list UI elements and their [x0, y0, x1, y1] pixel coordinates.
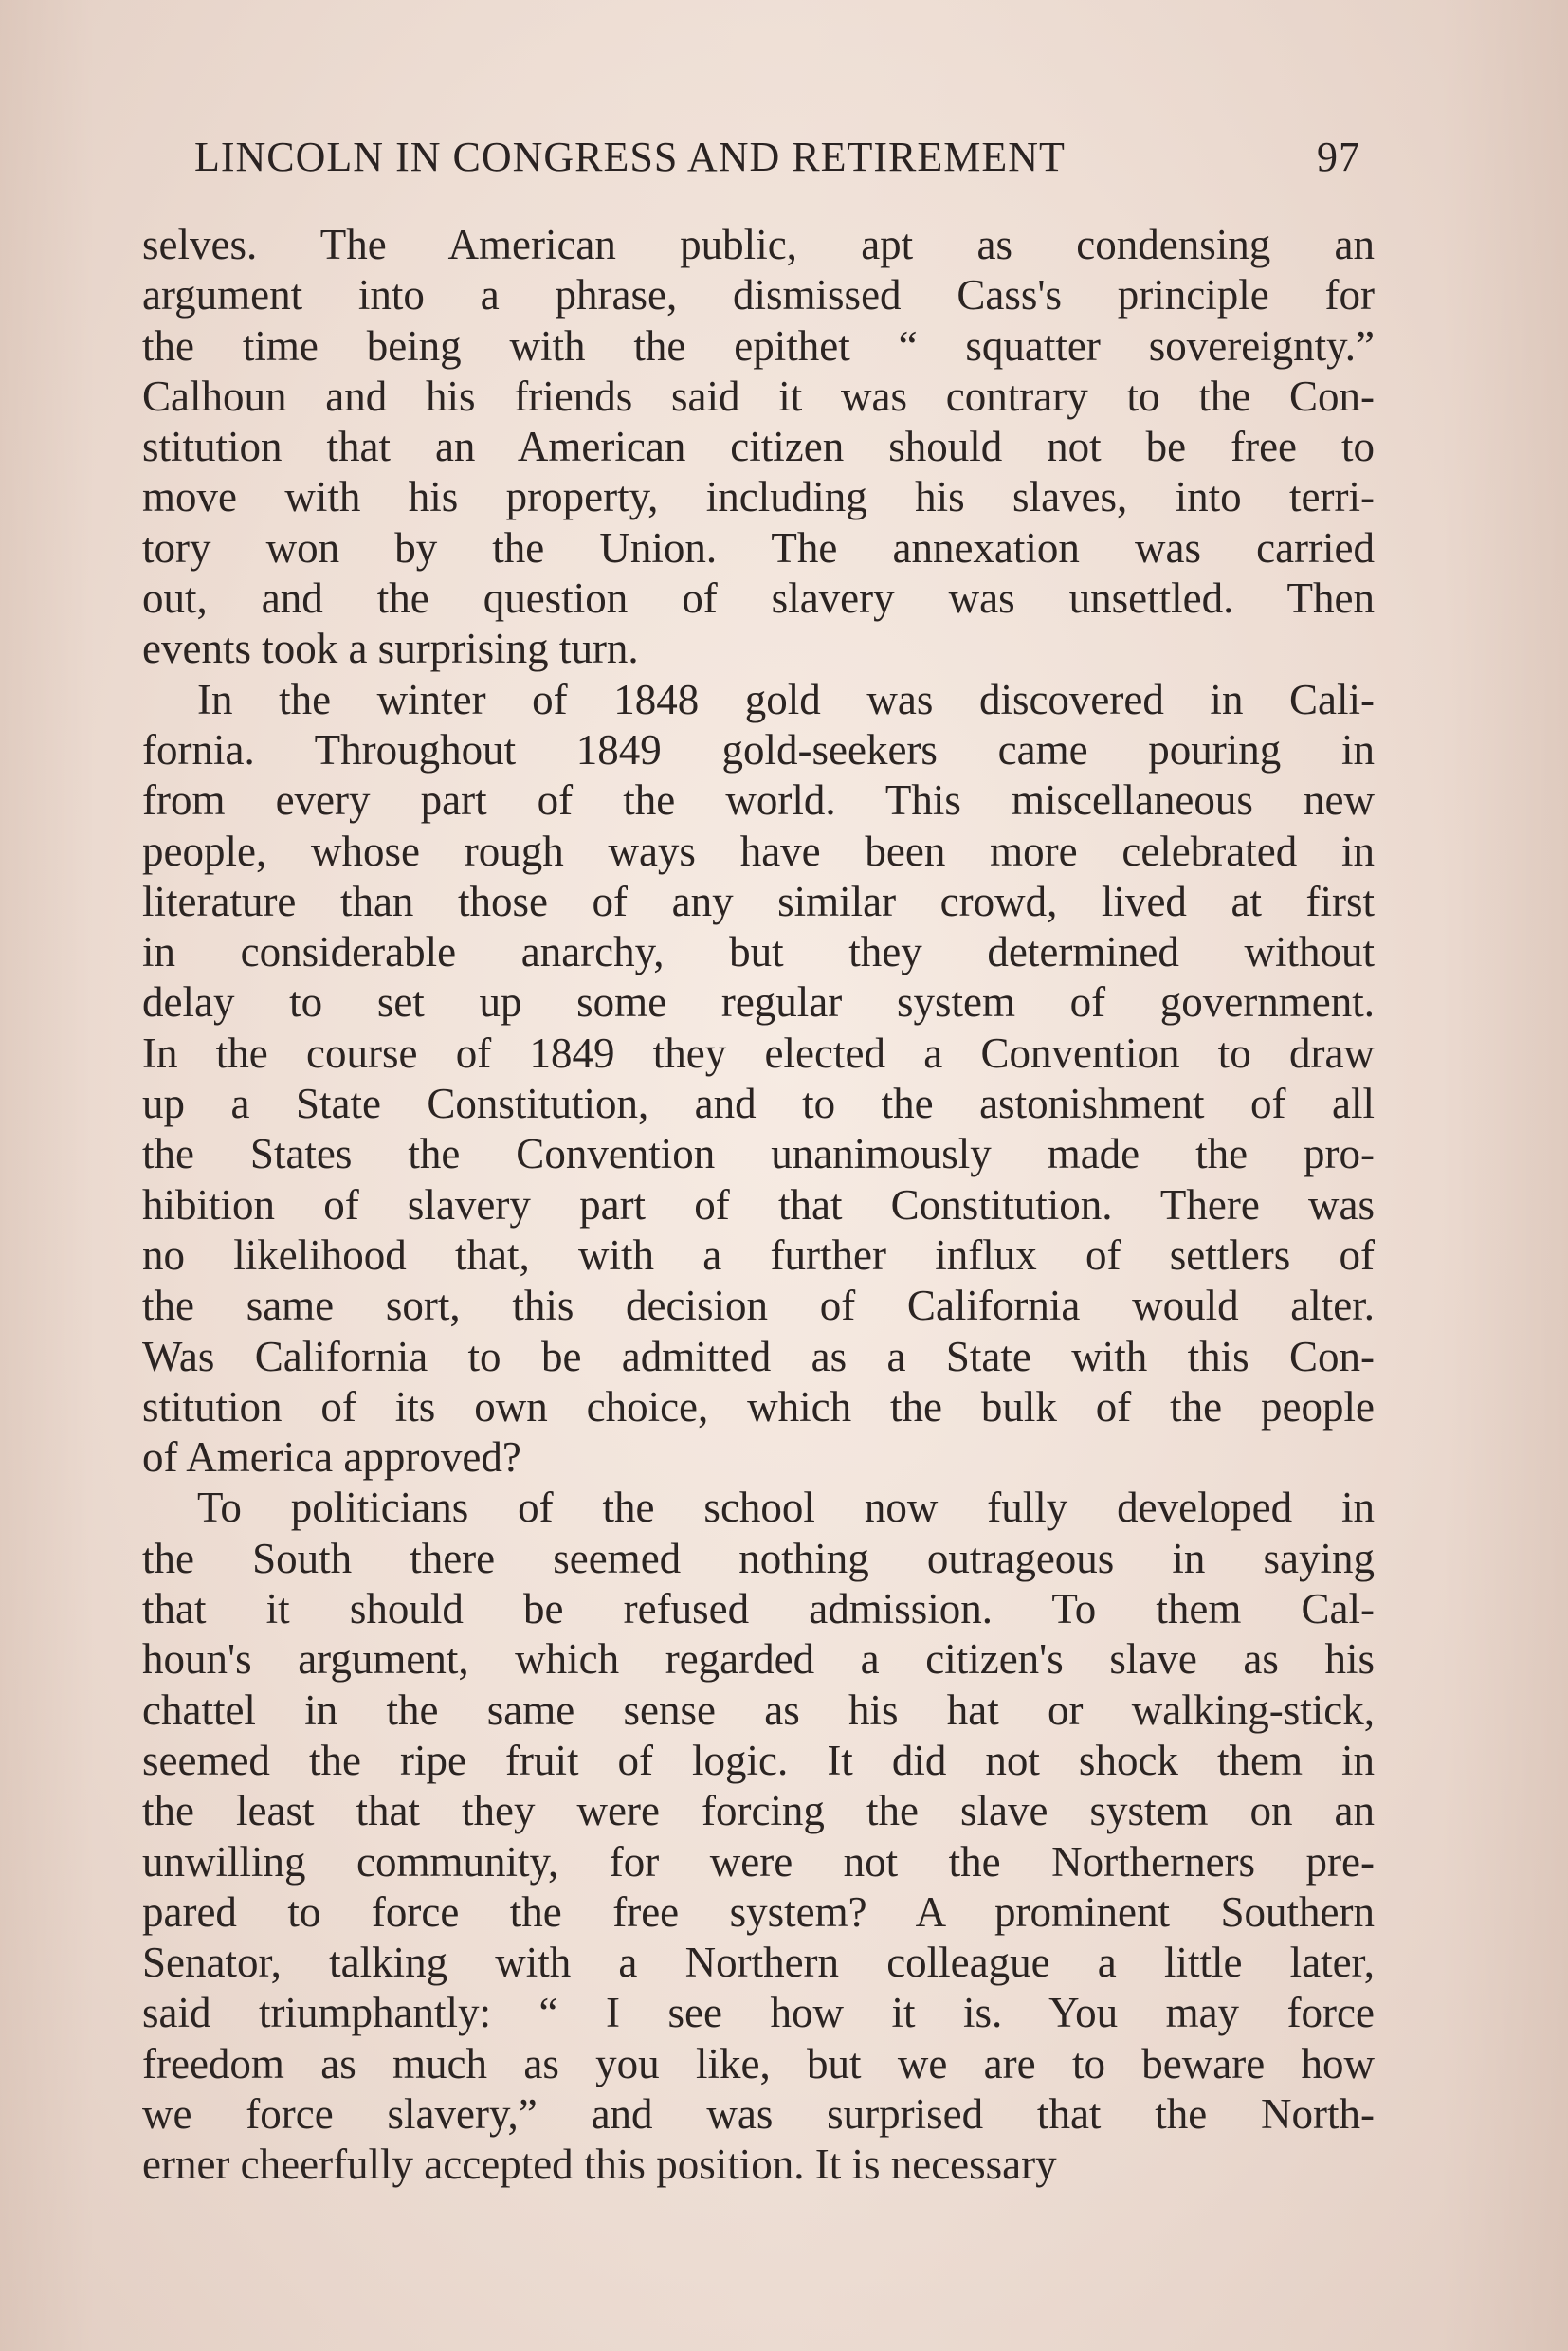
text-line: seemed the ripe fruit of logic. It did not shock them in [142, 1736, 1375, 1784]
text-line: argument into a phrase, dismissed Cass's principle for [142, 271, 1375, 319]
text-line: people, whose rough ways have been more celebrated in [142, 827, 1375, 875]
text-line: pared to force the free system? A prominent Southern [142, 1887, 1375, 1936]
text-line: Calhoun and his friends said it was contrary to the Con- [142, 372, 1375, 420]
text-line: stitution of its own choice, which the bulk of the people [142, 1382, 1375, 1431]
paragraph [142, 675, 1375, 1484]
text-line: of America approved? [142, 1433, 521, 1482]
text-line: up a State Constitution, and to the astonishment of all [142, 1080, 1375, 1128]
text-line: that it should be refused admission. To them Cal- [142, 1585, 1375, 1633]
text-line: the same sort, this decision of California would alter. [142, 1282, 1375, 1330]
text-line: To politicians of the school now fully developed in [197, 1484, 1375, 1532]
running-head: LINCOLN IN CONGRESS AND RETIREMENT [194, 134, 1066, 180]
text-line: fornia. Throughout 1849 gold-seekers came pouring in [142, 725, 1375, 774]
text-line: from every part of the world. This miscellaneous new [142, 776, 1375, 825]
text-line: move with his property, including his slaves, into terri- [142, 473, 1375, 521]
text-line: the States the Convention unanimously made the pro- [142, 1130, 1375, 1178]
text-line: selves. The American public, apt as condensing an [142, 221, 1375, 268]
text-line: we force slavery,” and was surprised that the North- [142, 2089, 1375, 2138]
text-line: said triumphantly: “ I see how it is. You may force [142, 1989, 1375, 2037]
text-line: In the winter of 1848 gold was discovered in Cali- [197, 675, 1375, 723]
text-line: delay to set up some regular system of government. [142, 978, 1375, 1027]
text-line: the South there seemed nothing outrageous in saying [142, 1534, 1375, 1582]
paragraph [142, 1483, 1375, 2190]
text-line: Was California to be admitted as a State with this Con- [142, 1332, 1375, 1380]
page-header [194, 133, 1360, 190]
text-line: houn's argument, which regarded a citizen's slave as his [142, 1635, 1375, 1684]
text-line: literature than those of any similar crowd, lived at first [142, 877, 1375, 925]
text-line: unwilling community, for were not the Northerners pre- [142, 1837, 1375, 1886]
text-line: Senator, talking with a Northern colleague a little later, [142, 1939, 1375, 1987]
text-line: freedom as much as you like, but we are to beware how [142, 2039, 1375, 2087]
text-line: stitution that an American citizen should not be free to [142, 423, 1375, 471]
text-line: chattel in the same sense as his hat or walking-stick, [142, 1686, 1375, 1734]
text-line: erner cheerfully accepted this position. It is necessary [142, 2141, 1057, 2189]
text-line: no likelihood that, with a further influx of settlers of [142, 1230, 1375, 1279]
text-line: the time being with the epithet “ squatter sovereignty.” [142, 321, 1375, 370]
text-line: the least that they were forcing the slave system on an [142, 1787, 1375, 1835]
body-text [142, 220, 1375, 2191]
text-line: in considerable anarchy, but they determined without [142, 928, 1375, 976]
text-line: out, and the question of slavery was unsettled. Then [142, 574, 1375, 623]
paragraph [142, 220, 1375, 675]
text-line: hibition of slavery part of that Constitution. There was [142, 1180, 1375, 1229]
text-line: tory won by the Union. The annexation was carried [142, 523, 1375, 572]
text-line: In the course of 1849 they elected a Convention to draw [142, 1029, 1375, 1077]
page-number: 97 [1317, 134, 1360, 180]
text-line: events took a surprising turn. [142, 625, 639, 673]
